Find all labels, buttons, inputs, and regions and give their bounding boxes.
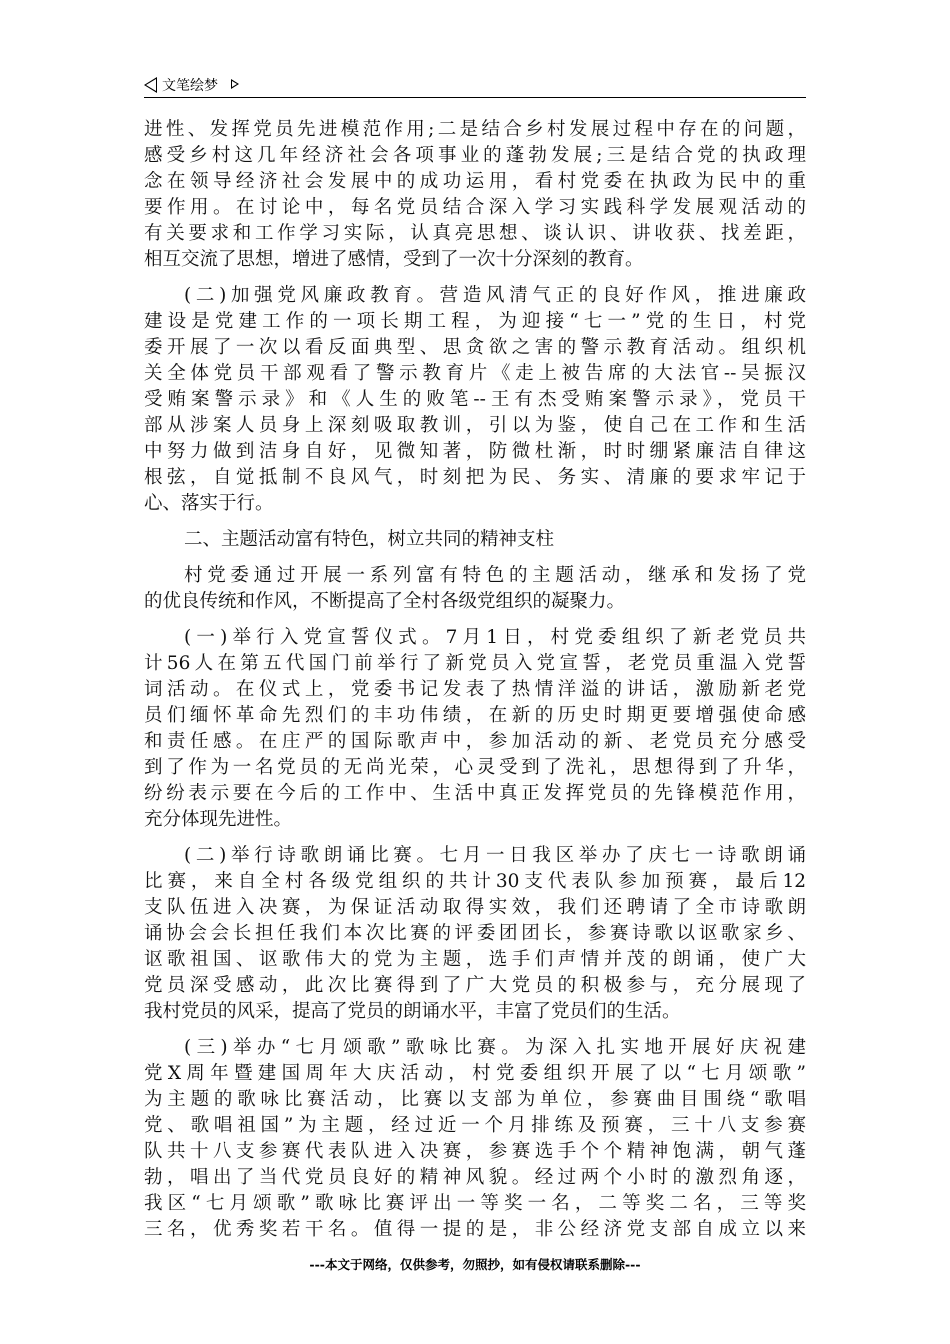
- text-line: 感受乡村这几年经济社会各项事业的蓬勃发展;三是结合党的执政理: [144, 145, 806, 166]
- text-line: 我村党员的风采，提高了党员的朗诵水平，丰富了党员们的生活。: [144, 1001, 681, 1022]
- triangle-left-icon: [144, 77, 157, 93]
- text-line: 计56人在第五代国门前举行了新党员入党宣誓，老党员重温入党誓: [144, 653, 806, 674]
- header-divider: [144, 97, 806, 98]
- text-line: 充分体现先进性。: [144, 809, 293, 830]
- text-line: 要作用。在讨论中，每名党员结合深入学习实践科学发展观活动的: [144, 197, 806, 218]
- paragraph: [144, 1035, 806, 1243]
- text-line: 委开展了一次以看反面典型、思贪欲之害的警示教育活动。组织机: [144, 337, 806, 358]
- section-heading: [144, 527, 806, 553]
- paragraph: [144, 843, 806, 1025]
- text-line: 到了作为一名党员的无尚光荣，心灵受到了洗礼，思想得到了升华，: [144, 757, 806, 778]
- paragraph: [144, 283, 806, 517]
- text-line: 比赛，来自全村各级党组织的共计30支代表队参加预赛，最后12: [144, 871, 806, 892]
- text-line: 受贿案警示录》和《人生的败笔--王有杰受贿案警示录》，党员干: [144, 389, 806, 410]
- text-line: 村党委通过开展一系列富有特色的主题活动，继承和发扬了党: [184, 565, 806, 586]
- text-line: 建设是党建工作的一项长期工程，为迎接“七一”党的生日，村党: [144, 311, 806, 332]
- text-line: 和责任感。在庄严的国际歌声中，参加活动的新、老党员充分感受: [144, 731, 806, 752]
- text-line: 念在领导经济社会发展中的成功运用，看村党委在执政为民中的重: [144, 171, 806, 192]
- text-line: 队共十八支参赛代表队进入决赛，参赛选手个个精神饱满，朝气蓬: [144, 1141, 806, 1162]
- text-line: 纷纷表示要在今后的工作中、生活中真正发挥党员的先锋模范作用，: [144, 783, 806, 804]
- text-line: 党X周年暨建国周年大庆活动，村党委组织开展了以“七月颂歌”: [144, 1063, 806, 1084]
- text-line: 为主题的歌咏比赛活动，比赛以支部为单位，参赛曲目围绕“歌唱: [144, 1089, 806, 1110]
- text-line: 我区“七月颂歌”歌咏比赛评出一等奖一名，二等奖二名，三等奖: [144, 1193, 806, 1214]
- text-line: 有关要求和工作学习实际，认真亮思想、谈认识、讲收获、找差距，: [144, 223, 806, 244]
- text-line: 进性、发挥党员先进模范作用;二是结合乡村发展过程中存在的问题，: [144, 119, 806, 140]
- text-line: 勃，唱出了当代党员良好的精神风貌。经过两个小时的激烈角逐，: [144, 1167, 806, 1188]
- text-line: (二)举行诗歌朗诵比赛。七月一日我区举办了庆七一诗歌朗诵: [184, 845, 806, 866]
- triangle-right-icon: [231, 79, 239, 89]
- text-line: 诵协会会长担任我们本次比赛的评委团团长，参赛诗歌以讴歌家乡、: [144, 923, 806, 944]
- text-line: 支队伍进入决赛，为保证活动取得实效，我们还聘请了全市诗歌朗: [144, 897, 806, 918]
- text-line: 心、落实于行。: [144, 493, 274, 514]
- text-line: 党员深受感动，此次比赛得到了广大党员的积极参与，充分展现了: [144, 975, 806, 996]
- text-line: 相互交流了思想，增进了感情，受到了一次十分深刻的教育。: [144, 249, 644, 270]
- page-header: [144, 72, 806, 98]
- text-line: (三)举办“七月颂歌”歌咏比赛。为深入扎实地开展好庆祝建: [184, 1037, 806, 1058]
- text-line: 三名，优秀奖若干名。值得一提的是，非公经济党支部自成立以来: [144, 1219, 806, 1240]
- text-line: 部从涉案人员身上深刻吸取教训，引以为鉴，使自己在工作和生活: [144, 415, 806, 436]
- footer-disclaimer: ---本文于网络，仅供参考，勿照抄，如有侵权请联系删除---: [309, 1257, 641, 1272]
- text-line: 中努力做到洁身自好，见微知著，防微杜渐，时时绷紧廉洁自律这: [144, 441, 806, 462]
- text-line: 党、歌唱祖国”为主题，经过近一个月排练及预赛，三十八支参赛: [144, 1115, 806, 1136]
- text-line: 词活动。在仪式上，党委书记发表了热情洋溢的讲话，激励新老党: [144, 679, 806, 700]
- text-line: 根弦，自觉抵制不良风气，时刻把为民、务实、清廉的要求牢记于: [144, 467, 806, 488]
- document-body: [144, 117, 806, 1243]
- text-line: 员们缅怀革命先烈们的丰功伟绩，在新的历史时期更要增强使命感: [144, 705, 806, 726]
- text-line: 的优良传统和作风，不断提高了全村各级党组织的凝聚力。: [144, 591, 626, 612]
- text-line: (一)举行入党宣誓仪式。7月1日，村党委组织了新老党员共: [184, 627, 806, 648]
- paragraph: [144, 563, 806, 615]
- text-line: 二、主题活动富有特色，树立共同的精神支柱: [184, 529, 555, 550]
- text-line: 关全体党员干部观看了警示教育片《走上被告席的大法官--吴振汉: [144, 363, 806, 384]
- text-line: 讴歌祖国、讴歌伟大的党为主题，选手们声情并茂的朗诵，使广大: [144, 949, 806, 970]
- header-brand: 文笔绘梦: [162, 78, 218, 94]
- paragraph: [144, 625, 806, 833]
- text-line: (二)加强党风廉政教育。营造风清气正的良好作风，推进廉政: [184, 285, 806, 306]
- paragraph: [144, 117, 806, 273]
